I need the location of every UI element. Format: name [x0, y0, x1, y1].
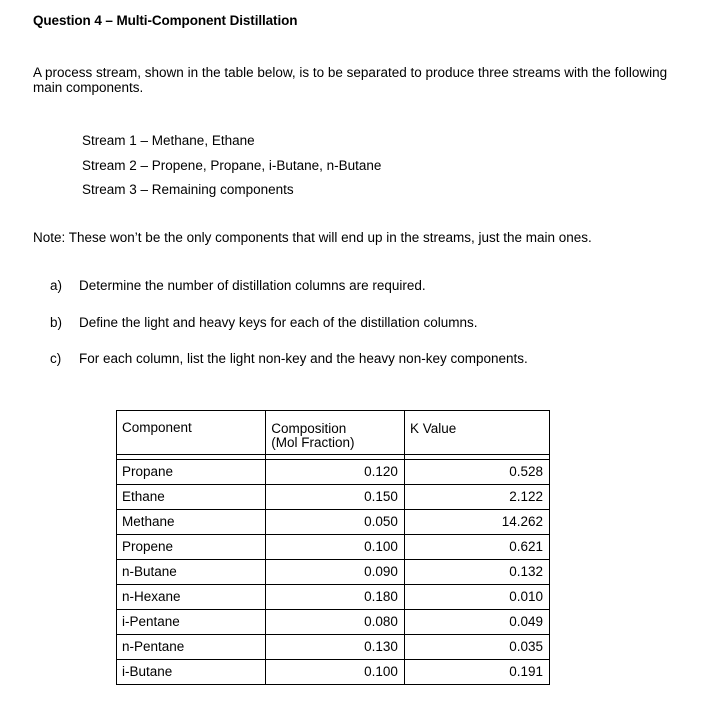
cell-k-value: 0.621 — [404, 535, 549, 560]
stream-item: Stream 3 – Remaining components — [82, 182, 294, 197]
table-row — [117, 485, 550, 510]
cell-k-value: 0.049 — [404, 610, 549, 635]
header-composition-label: Composition — [271, 421, 347, 436]
cell-component: i-Butane — [117, 660, 266, 685]
table-row — [117, 660, 550, 685]
cell-k-value: 14.262 — [404, 510, 549, 535]
component-table — [116, 410, 550, 685]
task-item — [50, 268, 528, 305]
header-k-value: K Value — [404, 411, 549, 455]
cell-composition: 0.180 — [266, 585, 405, 610]
table-row — [117, 610, 550, 635]
task-letter: a) — [50, 278, 63, 293]
cell-component: n-Hexane — [117, 585, 266, 610]
task-text: For each column, list the light non-key and the heavy non-key components. — [79, 351, 528, 366]
intro-paragraph: A process stream, shown in the table below, is to be separated to produce three streams with the following main components. — [33, 65, 668, 95]
note-text: Note: These won’t be the only components that will end up in the streams, just the main ones. — [33, 230, 592, 245]
header-composition-unit: (Mol Fraction) — [271, 435, 355, 450]
task-letter: b) — [50, 314, 63, 330]
cell-composition: 0.120 — [266, 460, 405, 485]
cell-component: n-Butane — [117, 560, 266, 585]
stream-item: Stream 1 – Methane, Ethane — [82, 133, 255, 148]
cell-composition: 0.080 — [266, 610, 405, 635]
table-row — [117, 460, 550, 485]
cell-component: i-Pentane — [117, 610, 266, 635]
cell-k-value: 0.191 — [404, 660, 549, 685]
cell-component: Propene — [117, 535, 266, 560]
cell-k-value: 0.132 — [404, 560, 549, 585]
task-item — [50, 341, 528, 378]
cell-component: n-Pentane — [117, 635, 266, 660]
cell-composition: 0.100 — [266, 660, 405, 685]
cell-composition: 0.050 — [266, 510, 405, 535]
stream-item: Stream 2 – Propene, Propane, i-Butane, n-Butane — [82, 157, 382, 173]
header-composition — [266, 411, 405, 455]
task-text: Define the light and heavy keys for each of the distillation columns. — [79, 314, 478, 330]
task-item — [50, 305, 528, 342]
cell-composition: 0.090 — [266, 560, 405, 585]
table-row — [117, 560, 550, 585]
cell-k-value: 0.010 — [404, 585, 549, 610]
task-letter: c) — [50, 351, 62, 366]
table-row — [117, 635, 550, 660]
cell-component: Methane — [117, 510, 266, 535]
header-component: Component — [117, 411, 266, 455]
stream-list — [82, 129, 381, 203]
cell-k-value: 0.528 — [404, 460, 549, 485]
cell-k-value: 2.122 — [404, 485, 549, 510]
cell-composition: 0.100 — [266, 535, 405, 560]
table-row — [117, 585, 550, 610]
question-title: Question 4 – Multi-Component Distillation — [33, 13, 298, 28]
cell-component: Ethane — [117, 485, 266, 510]
cell-composition: 0.150 — [266, 485, 405, 510]
table-row — [117, 535, 550, 560]
table-header-row — [117, 411, 550, 455]
task-list — [50, 268, 528, 378]
table-row — [117, 510, 550, 535]
cell-k-value: 0.035 — [404, 635, 549, 660]
cell-component: Propane — [117, 460, 266, 485]
cell-composition: 0.130 — [266, 635, 405, 660]
task-text: Determine the number of distillation columns are required. — [79, 278, 426, 293]
